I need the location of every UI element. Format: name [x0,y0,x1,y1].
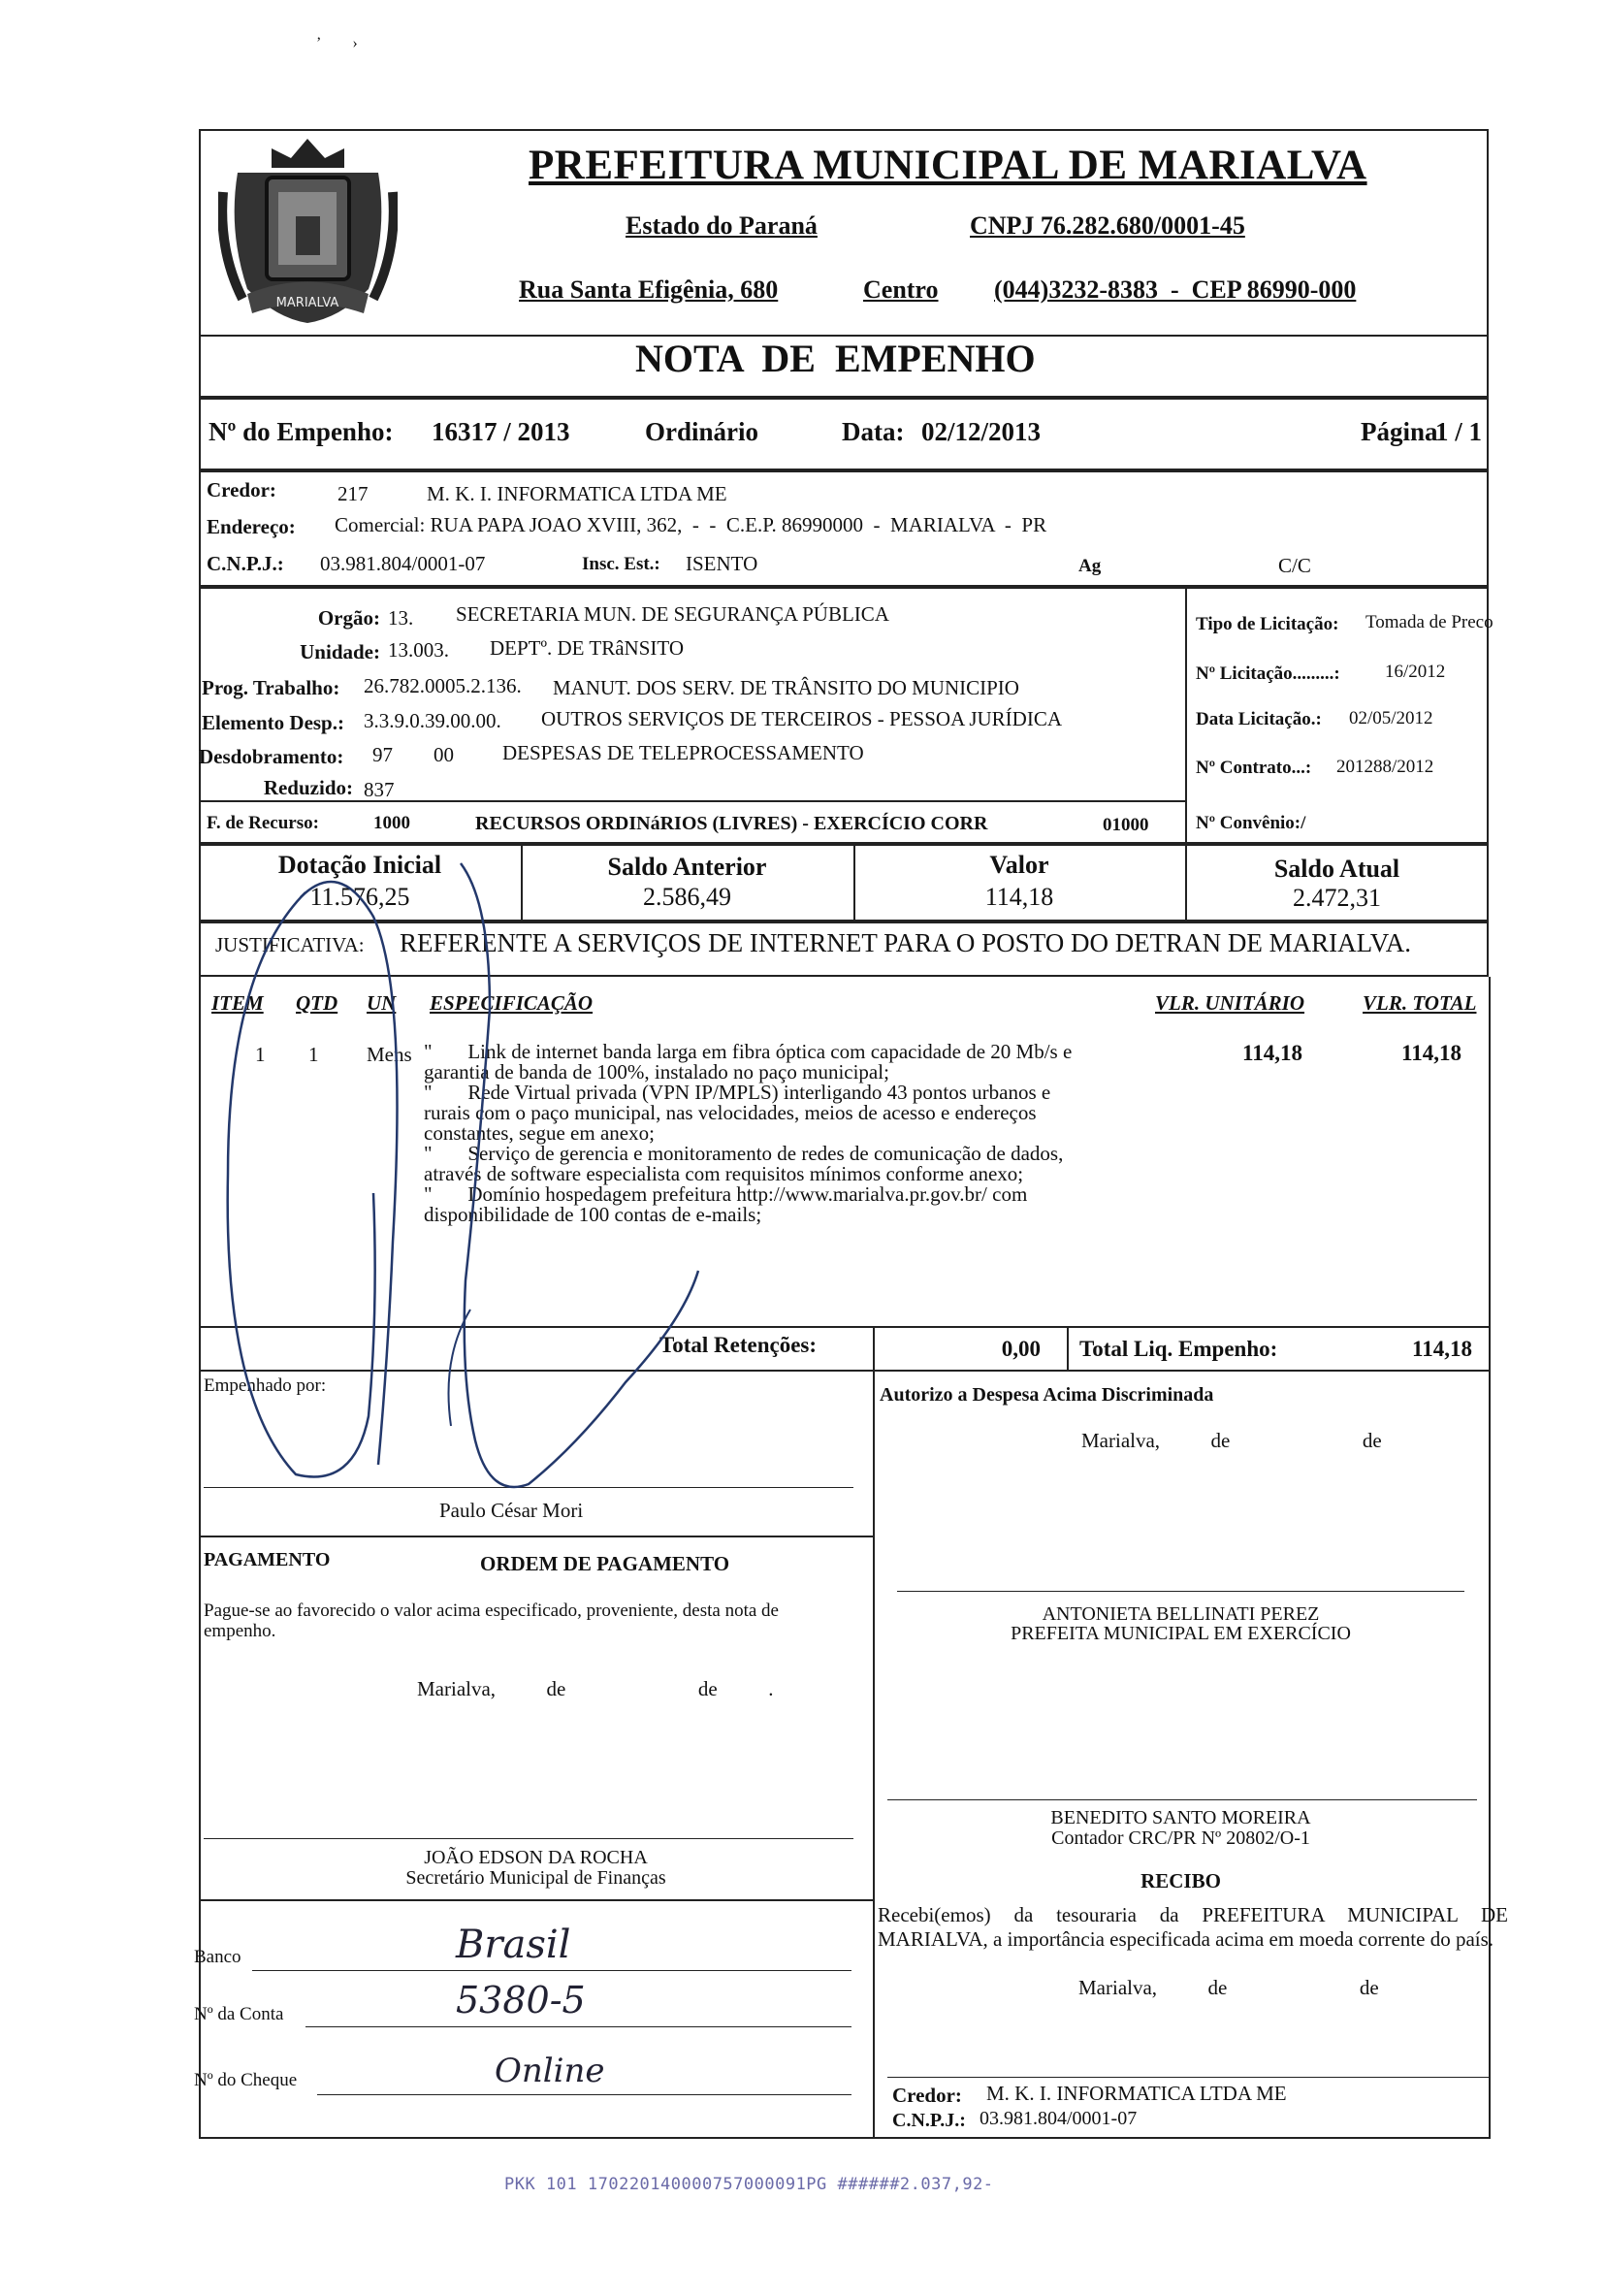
contador-name: BENEDITO SANTO MOREIRA [1050,1807,1311,1828]
cc-label: C/C [1278,554,1311,577]
prefeita-role: PREFEITA MUNICIPAL EM EXERCÍCIO [1011,1623,1351,1644]
spec-line: através de software especialista com requisitos mínimos conforme anexo; [424,1162,1024,1185]
col-espec: ESPECIFICAÇÃO [430,991,594,1015]
col-vlr-unit: VLR. UNITÁRIO [1155,991,1305,1015]
reduzido-label: Reduzido: [263,776,353,799]
justificativa-label: JUSTIFICATIVA: [215,933,365,956]
page-number: 1 / 1 [1435,417,1483,446]
reduzido-code: 837 [364,778,395,801]
contrato: 201288/2012 [1336,757,1434,777]
convenio-label: Nº Convênio:/ [1196,813,1306,833]
ag-label: Ag [1078,556,1102,576]
spec-line: constantes, segue em anexo; [424,1121,655,1145]
justificativa-text: REFERENTE A SERVIÇOS DE INTERNET PARA O POSTO DO DETRAN DE MARIALVA. [400,928,1411,957]
item-total-value: 114,18 [1401,1041,1461,1065]
recibo-place-date: Marialva, de de [1078,1976,1379,1999]
retencoes-value: 0,00 [1001,1337,1041,1361]
phone-cep: (044)3232-8383 - CEP 86990-000 [994,275,1357,304]
handwritten-signature-icon [199,854,703,1494]
elem-code: 3.3.9.0.39.00.00. [364,709,501,732]
desd-label: Desdobramento: [199,745,344,768]
conta-handwritten: 5380-5 [456,1979,586,2021]
empenho-date: 02/12/2013 [921,417,1042,446]
recibo-credor-label: Credor: [892,2084,962,2107]
dotacao-label: Dotação Inicial [277,851,442,879]
cheque-handwritten: Online [495,2052,605,2090]
recurso-code2: 01000 [1103,815,1149,835]
contador-role: Contador CRC/PR Nº 20802/O-1 [1051,1827,1310,1849]
recibo-credor: M. K. I. INFORMATICA LTDA ME [986,2082,1287,2105]
anterior-value: 2.586,49 [643,883,731,911]
desd-code2: 00 [434,743,454,766]
atual-value: 2.472,31 [1293,884,1381,912]
autorizo-text: Autorizo a Despesa Acima Discriminada [880,1384,1214,1406]
col-un: UN [367,991,397,1015]
anterior-label: Saldo Anterior [607,853,767,881]
prog-label: Prog. Trabalho: [202,676,340,699]
valor-value: 114,18 [984,883,1054,911]
banco-handwritten: Brasil [456,1923,571,1967]
page-title: PREFEITURA MUNICIPAL DE MARIALVA [529,143,1367,188]
data-licitacao: 02/05/2012 [1349,708,1433,728]
credor-name: M. K. I. INFORMATICA LTDA ME [427,482,727,505]
item-un: Mens [367,1043,412,1066]
num-licitacao-label: Nº Licitação.........: [1196,663,1340,684]
empenho-number-label: Nº do Empenho: [209,417,394,446]
credor-cnpj-label: C.N.P.J.: [207,552,284,575]
banco-label: Banco [194,1947,241,1967]
footer-code: PKK 101 170220140000757000091PG ######2.037,92- [504,2175,994,2194]
spec-line: " Serviço de gerencia e monitoramento de redes de comunicação de dados, [424,1142,1064,1165]
pagamento-label: PAGAMENTO [204,1549,331,1570]
prog-code: 26.782.0005.2.136. [364,674,522,697]
pagamento-text: Pague-se ao favorecido o valor acima especificado, proveniente, desta nota de empenho. [204,1601,779,1641]
spec-line: disponibilidade de 100 contas de e-mails; [424,1203,762,1226]
secretario-role: Secretário Municipal de Finanças [405,1867,666,1889]
address-label: Endereço: [207,515,296,538]
liq-value: 114,18 [1412,1337,1472,1361]
credor-address: Comercial: RUA PAPA JOAO XVIII, 362, - - C.E.P. 86990000 - MARIALVA - PR [335,513,1047,536]
tipo-licitacao: Tomada de Preco [1365,612,1494,632]
item-number: 1 [255,1043,266,1066]
unidade-label: Unidade: [300,640,380,663]
document-title: NOTA DE EMPENHO [635,337,1036,380]
orgao-label: Orgão: [317,606,380,630]
orgao-code: 13. [388,606,414,630]
empenho-date-label: Data: [842,417,905,446]
tipo-licitacao-label: Tipo de Licitação: [1196,614,1339,634]
col-item: ITEM [211,991,264,1015]
item-unit-value: 114,18 [1242,1041,1302,1065]
empenho-type: Ordinário [645,417,759,446]
secretario-name: JOÃO EDSON DA ROCHA [424,1847,648,1868]
district: Centro [863,275,939,304]
insc-value: ISENTO [686,552,758,575]
cnpj-header: CNPJ 76.282.680/0001-45 [970,211,1245,240]
scan-mark: ʼ › [316,35,358,51]
atual-label: Saldo Atual [1273,855,1400,883]
retencoes-label: Total Retenções: [659,1333,818,1357]
desd-code1: 97 [372,743,393,766]
conta-label: Nº da Conta [194,2004,284,2024]
elem-desc: OUTROS SERVIÇOS DE TERCEIROS - PESSOA JURÍDICA [541,707,1063,730]
spec-line: " Domínio hospedagem prefeitura http://www.marialva.pr.gov.br/ com [424,1182,1028,1206]
contrato-label: Nº Contrato...: [1196,758,1312,778]
page-label: Página [1361,417,1438,446]
data-licitacao-label: Data Licitação.: [1196,709,1322,729]
dotacao-value: 11.576,25 [309,883,410,911]
item-qtd: 1 [308,1043,319,1066]
insc-label: Insc. Est.: [582,554,660,574]
num-licitacao: 16/2012 [1385,662,1446,682]
svg-text:MARIALVA: MARIALVA [275,296,339,310]
credor-label: Credor: [207,478,276,501]
spec-line: " Link de internet banda larga em fibra óptica com capacidade de 20 Mb/s e [424,1040,1073,1063]
street-address: Rua Santa Efigênia, 680 [519,275,779,304]
prog-desc: MANUT. DOS SERV. DE TRÂNSITO DO MUNICIPIO [553,676,1019,699]
recibo-title: RECIBO [1140,1869,1221,1892]
autorizo-place-date: Marialva, de de [1081,1429,1382,1452]
recibo-cnpj-label: C.N.P.J.: [892,2110,966,2131]
credor-cnpj: 03.981.804/0001-07 [320,552,486,575]
spec-line: " Rede Virtual privada (VPN IP/MPLS) interligando 43 pontos urbanos e [424,1081,1051,1104]
ordem-pagamento: ORDEM DE PAGAMENTO [480,1552,730,1575]
recurso-desc: RECURSOS ORDINáRIOS (LIVRES) - EXERCÍCIO CORR [475,813,988,834]
spec-line: rurais com o paço municipal, nas velocidades, meios de acesso e endereços [424,1101,1037,1124]
cheque-label: Nº do Cheque [194,2070,298,2090]
empenho-number: 16317 / 2013 [432,417,570,446]
col-vlr-total: VLR. TOTAL [1363,991,1477,1015]
valor-label: Valor [989,851,1049,879]
liq-label: Total Liq. Empenho: [1079,1337,1278,1361]
state-name: Estado do Paraná [626,211,818,240]
empenhado-label: Empenhado por: [204,1375,327,1396]
recibo-text: Recebi(emos) da tesouraria da PREFEITURA MUNICIPAL DE MARIALVA, a importância especificada acima em moeda corrente do país. [878,1903,1508,1951]
credor-code: 217 [337,482,369,505]
spec-line: garantia de banda de 100%, instalado no paço municipal; [424,1060,889,1083]
unidade-code: 13.003. [388,638,449,662]
municipal-seal-icon [218,134,398,328]
recurso-code: 1000 [373,813,410,833]
elem-label: Elemento Desp.: [202,711,344,734]
desd-desc: DESPESAS DE TELEPROCESSAMENTO [502,741,864,764]
unidade-desc: DEPTº. DE TRâNSITO [490,636,684,660]
recurso-label: F. de Recurso: [207,813,319,833]
col-qtd: QTD [296,991,338,1015]
empenhado-name: Paulo César Mori [439,1499,584,1522]
prefeita-name: ANTONIETA BELLINATI PEREZ [1042,1603,1320,1625]
recibo-cnpj: 03.981.804/0001-07 [980,2108,1138,2129]
pagamento-place-date: Marialva, de de . [417,1677,774,1700]
orgao-desc: SECRETARIA MUN. DE SEGURANÇA PÚBLICA [456,602,889,626]
